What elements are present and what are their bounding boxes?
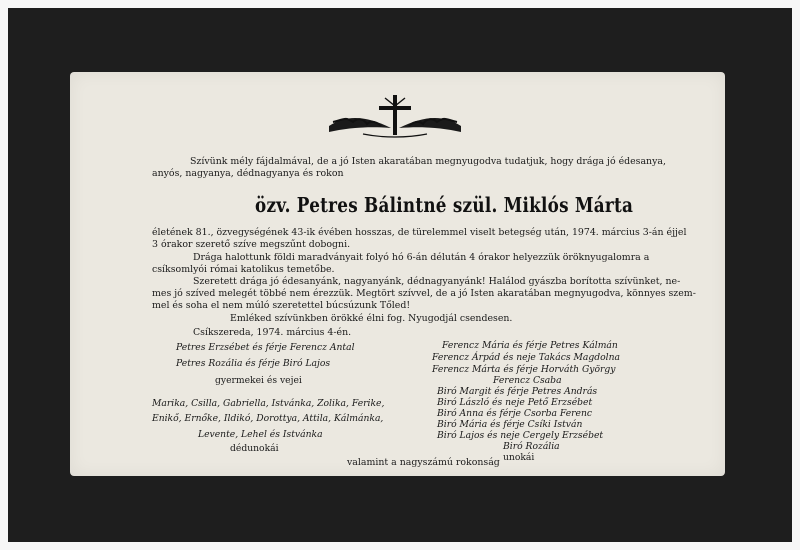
grandchildren-line-1: Marika, Csilla, Gabriella, Istvánka, Zolika, Ferike,	[152, 398, 385, 409]
relative-1: Ferencz Mária és férje Petres Kálmán	[442, 340, 618, 351]
intro-line-1: Szívünk mély fájdalmával, de a jó Isten akaratában megnyugodva tudatjuk, hogy drága jó édesanya,	[190, 156, 666, 167]
relative-4: Ferencz Csaba	[493, 375, 562, 386]
place-date: Csíkszereda, 1974. március 4-én.	[193, 327, 352, 338]
body-line-4: csíksomlyói római katolikus temetőbe.	[152, 264, 335, 275]
relative-8: Biró Mária és férje Csíki István	[437, 419, 583, 430]
grandchildren-label: dédunokái	[230, 443, 279, 454]
body-line-6: mes jó szíved melegét többé nem érezzük. Megtört szívvel, de a jó Isten akaratában megnyugodva, könnyes szem-	[152, 288, 696, 299]
relative-5: Biró Margit és férje Petres András	[437, 386, 598, 397]
relative-3: Ferencz Márta és férje Horváth György	[432, 364, 616, 375]
body-line-5: Szeretett drága jó édesanyánk, nagyanyánk, dédnagyanyánk! Halálod gyászba borította szívünket, ne-	[193, 276, 681, 287]
body-line-8: Emléked szívünkben örökké élni fog. Nyugodjál csendesen.	[230, 313, 513, 324]
body-line-3: Drága halottunk földi maradványait folyó hó 6-án délután 4 órakor helyezzük öröknyugalomra a	[193, 252, 650, 263]
deceased-name: özv. Petres Bálintné szül. Miklós Márta	[255, 193, 634, 217]
relative-2: Ferencz Árpád és neje Takács Magdolna	[432, 352, 621, 363]
relative-9: Biró Lajos és neje Cergely Erzsébet	[437, 430, 604, 441]
relative-7: Biró Anna és férje Csorba Ferenc	[437, 408, 593, 419]
closing-line: valamint a nagyszámú rokonság	[347, 457, 500, 468]
body-line-7: mel és soha el nem múló szeretettel búcsúzunk Tőled!	[152, 300, 411, 311]
children-label: gyermekei és vejei	[215, 375, 302, 386]
grandchildren-relatives-label: unokái	[503, 452, 535, 463]
grandchildren-line-2: Enikő, Ernőke, Ildikó, Dorottya, Attila, Kálmánka,	[152, 413, 384, 424]
child-2: Petres Rozália és férje Biró Lajos	[176, 358, 331, 369]
intro-line-2: anyós, nagyanya, dédnagyanya és rokon	[152, 168, 344, 179]
cross-with-palm-branches-icon	[327, 92, 463, 142]
grandchildren-line-3: Levente, Lehel és Istvánka	[198, 429, 323, 440]
relative-10: Biró Rozália	[503, 441, 560, 452]
body-line-1: életének 81., özvegységének 43-ik évében hosszas, de türelemmel viselt betegség után, 1974. március 3-án éjjel	[152, 227, 687, 238]
relative-6: Biró László és neje Pető Erzsébet	[437, 397, 593, 408]
child-1: Petres Erzsébet és férje Ferencz Antal	[176, 342, 355, 353]
body-line-2: 3 órakor szerető szíve megszűnt dobogni.	[152, 239, 351, 250]
